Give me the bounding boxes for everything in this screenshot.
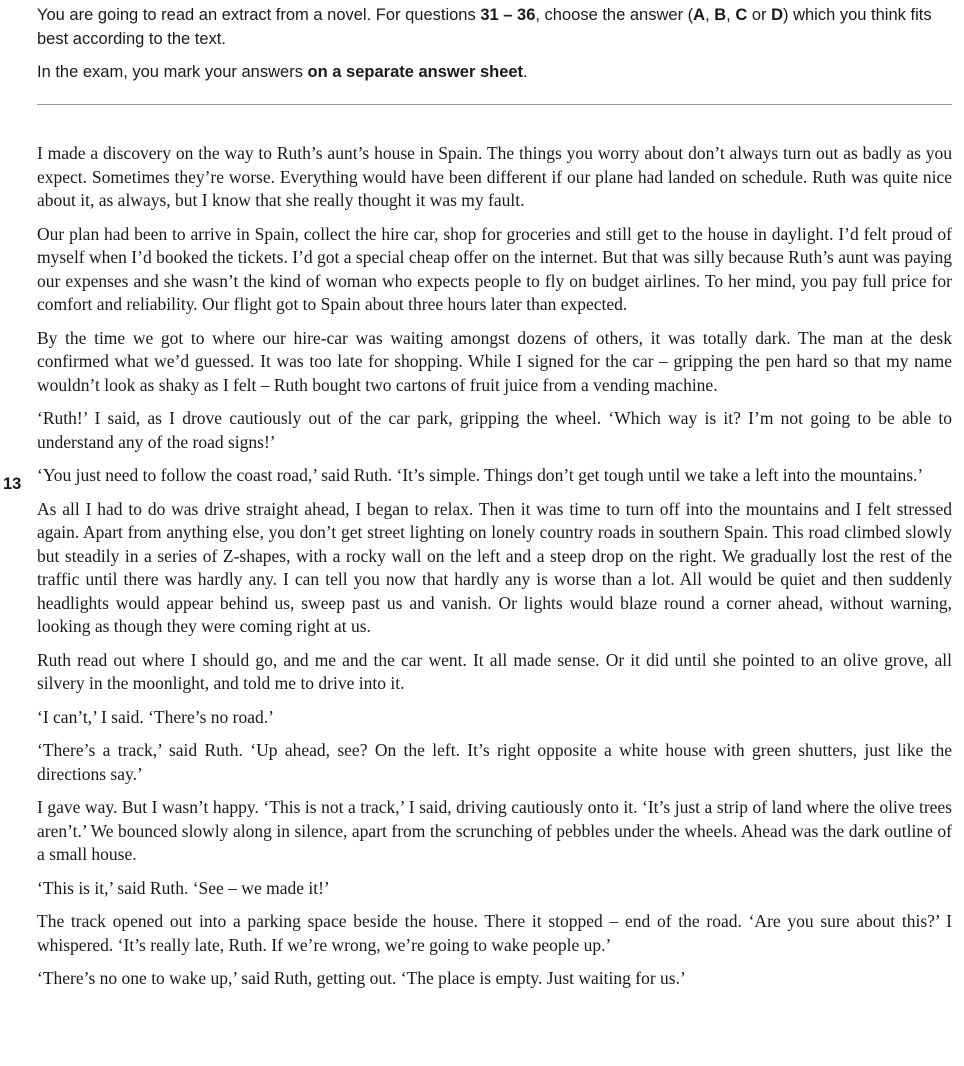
paragraph: ‘This is it,’ said Ruth. ‘See – we made it!’ — [37, 877, 330, 898]
paragraph: ‘There’s a track,’ said Ruth. ‘Up ahead, see? On the left. It’s right opposite a white house with green shutters, just like the directions say.’ — [37, 740, 952, 784]
paragraph: Ruth read out where I should go, and me and the car went. It all made sense. Or it did until she pointed to an olive grove, all silvery in the moonlight, and told me to drive into it. — [37, 649, 952, 693]
paragraph: ‘I can’t,’ I said. ‘There’s no road.’ — [37, 706, 274, 727]
paragraph: By the time we got to where our hire-car was waiting amongst dozens of others, it was totally dark. The man at the desk confirmed what we’d guessed. It was too late for shopping. While I signed for the car – gripping the pen hard so that my name wouldn’t look as shaky as I felt – Ruth bought two cartons of fruit juice from a vending machine. — [37, 327, 952, 395]
instructions — [37, 3, 952, 93]
instruction-line-1: You are going to read an extract from a novel. For questions 31 – 36, choose the answer (A, B, C or D) which you think fits best according to the text. — [37, 6, 932, 48]
paragraph: Our plan had been to arrive in Spain, collect the hire car, shop for groceries and still get to the house in daylight. I’d felt proud of myself when I’d booked the tickets. I’d got a special cheap offer on the internet. But that was silly because Ruth’s aunt was paying our expenses and she wasn’t the kind of woman who expects people to fly on budget airlines. To her mind, you pay full price for comfort and reliability. Our flight got to Spain about three hours later than expected. — [37, 223, 952, 314]
paragraph: As all I had to do was drive straight ahead, I began to relax. Then it was time to turn off into the mountains and I felt stressed again. Apart from anything else, you don’t get street lighting on lonely country roads in southern Spain. This road climbed slowly but steadily in a series of Z-shapes, with a rocky wall on the left and a steep drop on the right. We gradually lost the rest of the traffic until there was hardly any. I can tell you now that hardly any is worse than a lot. All would be quiet and then suddenly headlights would appear behind us, sweep past us and vanish. Or lights would blaze round a corner ahead, without warning, looking as though they were coming right at us. — [37, 498, 952, 636]
paragraph: ‘You just need to follow the coast road,’ said Ruth. ‘It’s simple. Things don’t get tough until we take a left into the mountains.’ — [37, 465, 924, 485]
paragraph: ‘There’s no one to wake up,’ said Ruth, getting out. ‘The place is empty. Just waiting for us.’ — [37, 968, 686, 988]
paragraph: I gave way. But I wasn’t happy. ‘This is not a track,’ I said, driving cautiously onto it. ‘It’s just a strip of land where the olive trees aren’t.’ We bounced slowly along in silence, apart from the scrunching of pebbles under the wheels. Ahead was the dark outline of a small house. — [37, 797, 952, 864]
paragraph: The track opened out into a parking space beside the house. There it stopped – end of the road. ‘Are you sure about this?’ I whispered. ‘It’s really late, Ruth. If we’re wrong, we’re going to wake people up.’ — [37, 911, 952, 955]
instruction-line-2: In the exam, you mark your answers on a separate answer sheet. — [37, 63, 528, 81]
passage — [37, 142, 952, 1001]
divider — [37, 104, 952, 105]
line-number-marker: 13 — [3, 475, 22, 493]
paragraph: I made a discovery on the way to Ruth’s aunt’s house in Spain. The things you worry about don’t always turn out as badly as you expect. Sometimes they’re worse. Everything would have been different if our plane had landed on schedule. Ruth was quite nice about it, as always, but I know that she really thought it was my fault. — [37, 143, 952, 210]
paragraph: ‘Ruth!’ I said, as I drove cautiously out of the car park, gripping the wheel. ‘Which way is it? I’m not going to be able to understand any of the road signs!’ — [37, 408, 952, 452]
